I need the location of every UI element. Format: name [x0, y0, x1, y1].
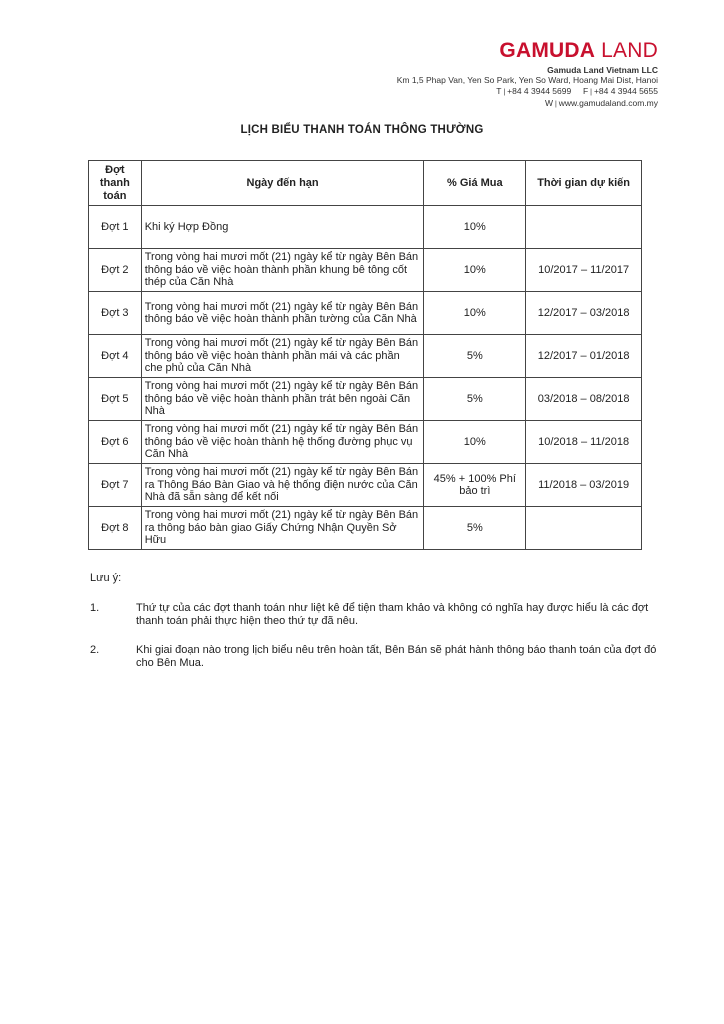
- website-link[interactable]: www.gamudaland.com.my: [558, 98, 658, 108]
- phone-number: +84 4 3944 5699: [507, 86, 572, 96]
- table-row: [89, 507, 642, 550]
- logo-bold-text: GAMUDA: [499, 39, 596, 62]
- cell-batch: Đợt 5: [89, 378, 142, 421]
- header-batch: Đợt thanh toán: [89, 161, 142, 206]
- cell-percent: 5%: [424, 335, 526, 378]
- phone-label: T: [496, 86, 502, 96]
- note-item: [90, 644, 664, 670]
- cell-due-date: Trong vòng hai mươi mốt (21) ngày kể từ ngày Bên Bán thông báo về việc hoàn thành hệ thống đường phục vụ Căn Nhà: [141, 421, 424, 464]
- cell-due-date: Trong vòng hai mươi mốt (21) ngày kể từ ngày Bên Bán thông báo về việc hoàn thành phần mái và các phần che phủ của Căn Nhà: [141, 335, 424, 378]
- cell-due-date: Trong vòng hai mươi mốt (21) ngày kể từ ngày Bên Bán thông báo về việc hoàn thành phần trát bên ngoài Căn Nhà: [141, 378, 424, 421]
- cell-expected-time: 11/2018 – 03/2019: [526, 464, 642, 507]
- company-name: Gamuda Land Vietnam LLC: [547, 65, 658, 75]
- cell-expected-time: 10/2018 – 11/2018: [526, 421, 642, 464]
- contact-phone-fax: T | +84 4 3944 5699 F | +84 4 3944 5655: [496, 86, 658, 96]
- cell-batch: Đợt 6: [89, 421, 142, 464]
- cell-percent: 5%: [424, 507, 526, 550]
- cell-due-date: Trong vòng hai mươi mốt (21) ngày kể từ ngày Bên Bán thông báo về việc hoàn thành phần khung bê tông cốt thép của Căn Nhà: [141, 249, 424, 292]
- cell-due-date: Trong vòng hai mươi mốt (21) ngày kể từ ngày Bên Bán thông báo về việc hoàn thành phần tường của Căn Nhà: [141, 292, 424, 335]
- cell-percent: 10%: [424, 421, 526, 464]
- table-row: [89, 292, 642, 335]
- web-label: W: [545, 98, 554, 108]
- note-number: 2.: [90, 644, 100, 656]
- contact-web: W | www.gamudaland.com.my: [545, 98, 658, 108]
- notes-section: [90, 572, 664, 686]
- table-row: [89, 421, 642, 464]
- cell-percent: 10%: [424, 249, 526, 292]
- table-row: [89, 335, 642, 378]
- cell-batch: Đợt 8: [89, 507, 142, 550]
- table-header-row: [89, 161, 642, 206]
- cell-percent: 5%: [424, 378, 526, 421]
- note-text: Thứ tự của các đợt thanh toán như liệt kê để tiện tham khảo và không có nghĩa hay được hiểu là các đợt thanh toán phải thực hiện theo thứ tự đã nêu.: [136, 602, 649, 627]
- note-number: 1.: [90, 602, 100, 614]
- cell-due-date: Khi ký Hợp Đồng: [141, 206, 424, 249]
- table-row: [89, 206, 642, 249]
- cell-expected-time: 12/2017 – 03/2018: [526, 292, 642, 335]
- payment-schedule-table: [88, 160, 642, 550]
- cell-batch: Đợt 4: [89, 335, 142, 378]
- cell-expected-time: 03/2018 – 08/2018: [526, 378, 642, 421]
- table-row: [89, 249, 642, 292]
- notes-title: Lưu ý:: [90, 572, 122, 584]
- cell-expected-time: 12/2017 – 01/2018: [526, 335, 642, 378]
- cell-batch: Đợt 2: [89, 249, 142, 292]
- cell-batch: Đợt 7: [89, 464, 142, 507]
- cell-percent: 10%: [424, 292, 526, 335]
- header-percent: % Giá Mua: [424, 161, 526, 206]
- cell-due-date: Trong vòng hai mươi mốt (21) ngày kể từ ngày Bên Bán ra Thông Báo Bàn Giao và hệ thống điện nước của Căn Nhà đã sẵn sàng để kết nối: [141, 464, 424, 507]
- logo-light-text: LAND: [601, 39, 658, 62]
- cell-percent: 10%: [424, 206, 526, 249]
- cell-percent: 45% + 100% Phí bảo trì: [424, 464, 526, 507]
- table-row: [89, 464, 642, 507]
- header-expected-time: Thời gian dự kiến: [526, 161, 642, 206]
- company-logo: [397, 40, 658, 62]
- cell-expected-time: [526, 507, 642, 550]
- note-text: Khi giai đoạn nào trong lịch biểu nêu trên hoàn tất, Bên Bán sẽ phát hành thông báo thanh toán của đợt đó cho Bên Mua.: [136, 644, 657, 669]
- cell-expected-time: 10/2017 – 11/2017: [526, 249, 642, 292]
- document-title: LỊCH BIỂU THANH TOÁN THÔNG THƯỜNG: [240, 124, 484, 136]
- note-item: [90, 602, 664, 628]
- fax-number: +84 4 3944 5655: [593, 86, 658, 96]
- cell-expected-time: [526, 206, 642, 249]
- header-due-date: Ngày đến hạn: [141, 161, 424, 206]
- company-address: Km 1,5 Phap Van, Yen So Park, Yen So Ward, Hoang Mai Dist, Hanoi: [396, 75, 658, 85]
- cell-batch: Đợt 1: [89, 206, 142, 249]
- fax-label: F: [583, 86, 589, 96]
- table-row: [89, 378, 642, 421]
- cell-due-date: Trong vòng hai mươi mốt (21) ngày kể từ ngày Bên Bán ra thông báo bàn giao Giấy Chứng Nhận Quyền Sở Hữu: [141, 507, 424, 550]
- cell-batch: Đợt 3: [89, 292, 142, 335]
- letterhead: [397, 40, 658, 110]
